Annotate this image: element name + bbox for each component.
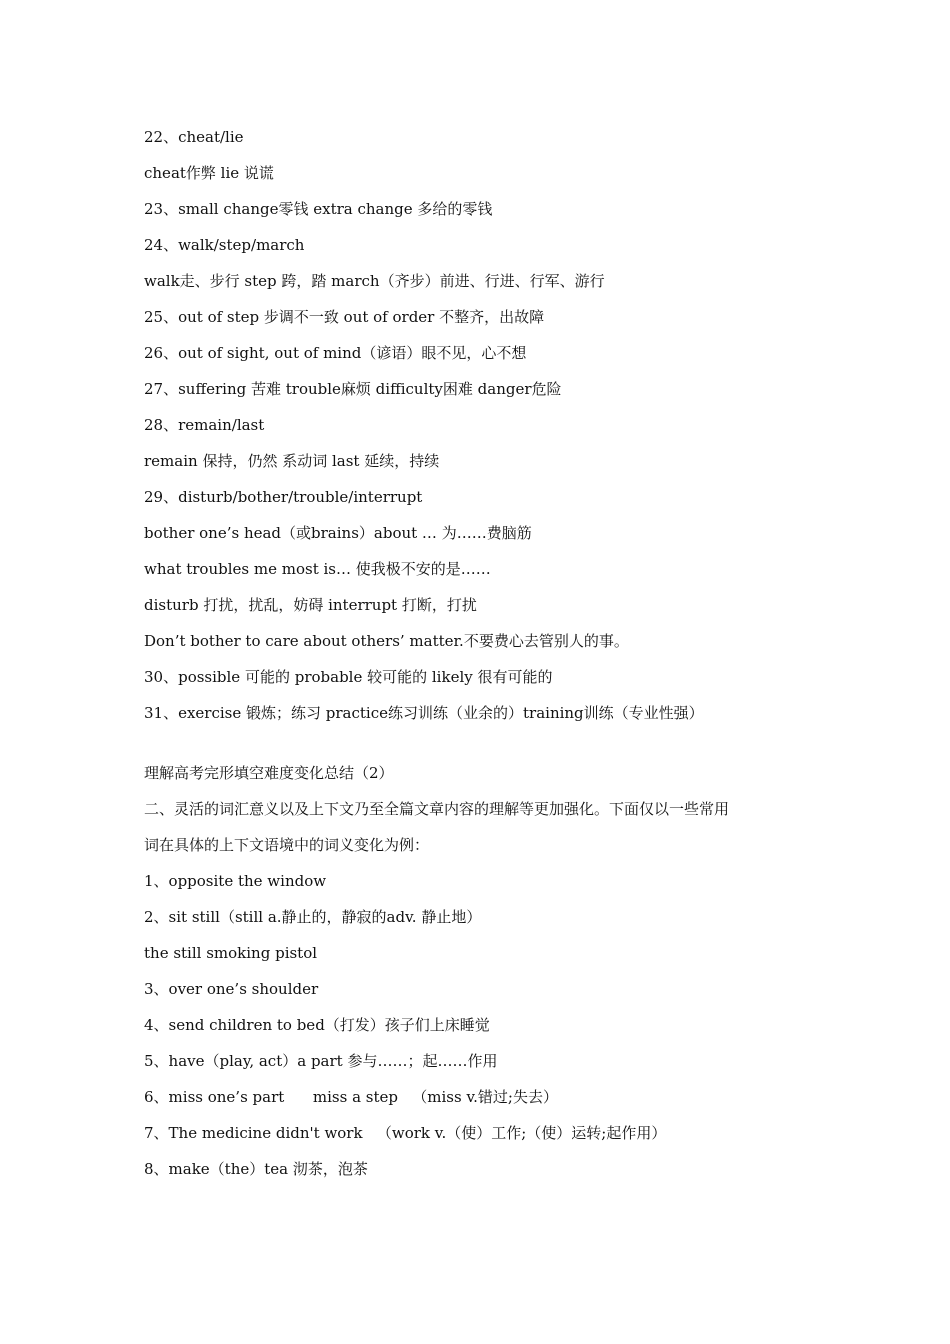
example-line-6: 6、miss one’s part miss a step （miss v.错过;失去） (144, 1088, 558, 1106)
vocab-line-29-disturb: disturb 打扰，扰乱，妨碍 interrupt 打断，打扰 (144, 596, 477, 614)
vocab-line-24-def: walk走、步行 step 跨，踏 march（齐步）前进、行进、行军、游行 (144, 272, 605, 290)
vocab-line-26: 26、out of sight, out of mind（谚语）眼不见，心不想 (144, 344, 527, 362)
vocab-line-22-def: cheat作弊 lie 说谎 (144, 164, 274, 182)
section-title: 理解高考完形填空难度变化总结（2） (144, 764, 394, 782)
example-line-2: 2、sit still（still a.静止的，静寂的adv. 静止地） (144, 908, 482, 926)
document-content (144, 124, 824, 1192)
vocab-line-31: 31、exercise 锻炼；练习 practice练习训练（业余的）training训练（专业性强） (144, 704, 704, 722)
vocab-line-29: 29、disturb/bother/trouble/interrupt (144, 488, 423, 506)
vocab-line-28-def: remain 保持，仍然 系动词 last 延续，持续 (144, 452, 440, 470)
example-line-4: 4、send children to bed（打发）孩子们上床睡觉 (144, 1016, 490, 1034)
example-line-3: 3、over one’s shoulder (144, 980, 319, 998)
example-line-5: 5、have（play, act）a part 参与……；起……作用 (144, 1052, 498, 1070)
vocab-line-29-bother: bother one’s head（或brains）about … 为……费脑筋 (144, 524, 532, 542)
section-intro-line-2: 词在具体的上下文语境中的词义变化为例： (144, 836, 430, 854)
section-spacer (144, 736, 824, 760)
vocab-line-29-example: Don’t bother to care about others’ matter.不要费心去管别人的事。 (144, 632, 629, 650)
vocab-line-29-troubles: what troubles me most is… 使我极不安的是…… (144, 560, 491, 578)
example-line-8: 8、make（the）tea 沏茶，泡茶 (144, 1160, 368, 1178)
vocab-line-25: 25、out of step 步调不一致 out of order 不整齐，出故障 (144, 308, 545, 326)
example-line-1: 1、opposite the window (144, 872, 327, 890)
example-line-2-sub: the still smoking pistol (144, 944, 318, 962)
vocab-line-24: 24、walk/step/march (144, 236, 305, 254)
vocab-line-22: 22、cheat/lie (144, 128, 244, 146)
vocab-line-23: 23、small change零钱 extra change 多给的零钱 (144, 200, 493, 218)
section-intro-line-1: 二、灵活的词汇意义以及上下文乃至全篇文章内容的理解等更加强化。下面仅以一些常用 (144, 800, 730, 818)
vocab-line-28: 28、remain/last (144, 416, 265, 434)
vocab-line-27: 27、suffering 苦难 trouble麻烦 difficulty困难 danger危险 (144, 380, 562, 398)
example-line-7: 7、The medicine didn't work （work v.（使）工作;（使）运转;起作用） (144, 1124, 667, 1142)
vocab-line-30: 30、possible 可能的 probable 较可能的 likely 很有可能的 (144, 668, 553, 686)
